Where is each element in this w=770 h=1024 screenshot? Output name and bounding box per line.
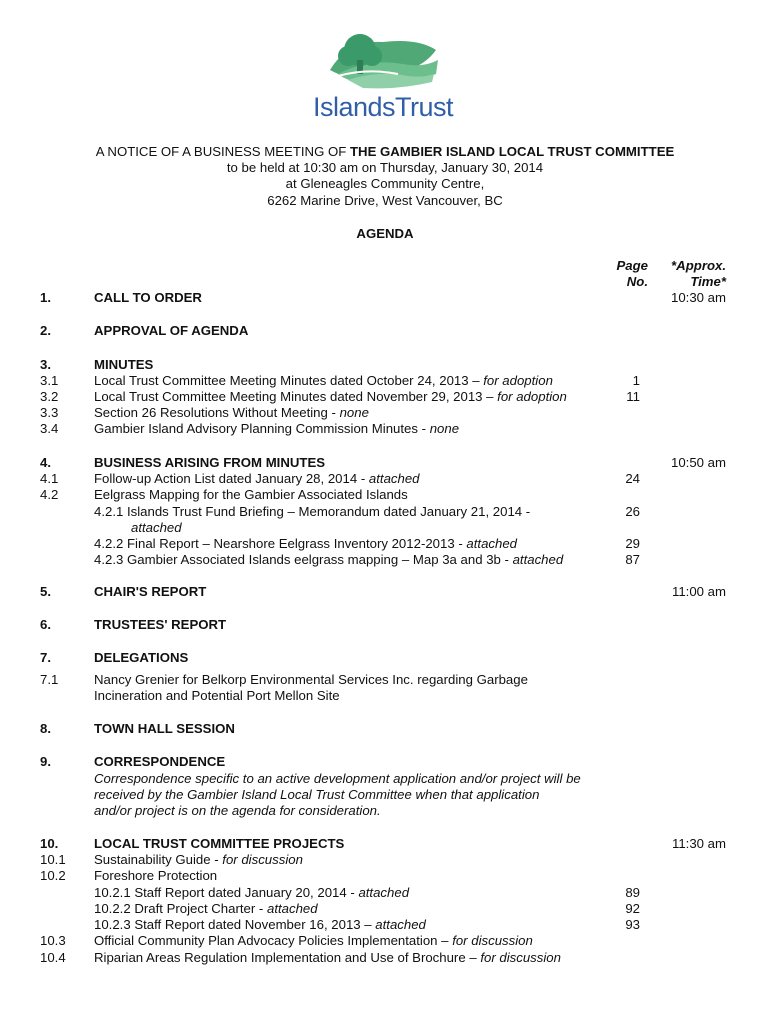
agenda-item-row — [0, 584, 770, 601]
item-page-number: 24 — [625, 471, 640, 486]
item-title: Sustainability Guide - — [94, 852, 219, 867]
agenda-item-row — [0, 917, 770, 934]
item-title: Nancy Grenier for Belkorp Environmental Services Inc. regarding Garbage — [94, 672, 528, 687]
item-number: 3.4 — [40, 421, 59, 436]
item-title: Local Trust Committee Meeting Minutes dated October 24, 2013 – — [94, 373, 480, 388]
item-title: TOWN HALL SESSION — [94, 721, 235, 736]
item-note: attached — [375, 917, 426, 932]
item-text — [94, 389, 567, 406]
item-title: Official Community Plan Advocacy Policies Implementation – — [94, 933, 449, 948]
item-text — [94, 885, 409, 902]
item-page-number: 1 — [632, 373, 640, 388]
item-number: 9. — [40, 754, 51, 769]
tree-island-icon — [308, 30, 458, 92]
item-page-number: 26 — [625, 504, 640, 519]
item-title: TRUSTEES' REPORT — [94, 617, 227, 632]
item-approx-time: 11:00 am — [671, 584, 726, 599]
item-note: for discussion — [452, 933, 533, 948]
item-text — [94, 754, 225, 771]
page-header-line2: No. — [626, 274, 648, 289]
item-page-number: 87 — [625, 552, 640, 567]
agenda-item-row — [0, 901, 770, 918]
agenda-item-row — [0, 787, 770, 804]
agenda-item-row — [0, 950, 770, 967]
item-page-number: 92 — [625, 901, 640, 916]
item-text — [94, 504, 530, 521]
agenda-item-row — [0, 885, 770, 902]
item-title: CHAIR'S REPORT — [94, 584, 207, 599]
item-number: 2. — [40, 323, 51, 338]
item-title: Incineration and Potential Port Mellon Site — [94, 688, 340, 703]
item-text — [94, 803, 381, 820]
item-page-number: 29 — [625, 536, 640, 551]
notice-line-1 — [0, 144, 770, 161]
islands-trust-logo — [308, 30, 458, 125]
item-title: Local Trust Committee Meeting Minutes dated November 29, 2013 – — [94, 389, 494, 404]
agenda-item-row — [0, 617, 770, 634]
agenda-item-row — [0, 754, 770, 771]
item-title: 10.2.2 Draft Project Charter - — [94, 901, 264, 916]
item-number: 3.1 — [40, 373, 59, 388]
item-note: for discussion — [480, 950, 561, 965]
logo-wordmark: IslandsTrust — [312, 92, 454, 122]
item-note: attached — [131, 520, 182, 535]
item-note: attached — [512, 552, 564, 567]
item-number: 3.3 — [40, 405, 59, 420]
item-text — [94, 650, 188, 667]
item-text — [94, 901, 318, 918]
item-text — [94, 290, 202, 307]
item-text — [94, 787, 539, 804]
item-note: attached — [266, 901, 318, 916]
item-title: DELEGATIONS — [94, 650, 189, 665]
agenda-item-row — [0, 771, 770, 788]
item-number: 10.2 — [40, 868, 66, 883]
agenda-item-row — [0, 536, 770, 553]
time-header-line2: Time* — [690, 274, 726, 289]
item-title: BUSINESS ARISING FROM MINUTES — [94, 455, 326, 470]
item-text — [94, 917, 426, 934]
item-number: 7. — [40, 650, 51, 665]
item-note: attached — [368, 471, 420, 486]
item-title: MINUTES — [94, 357, 154, 372]
item-title: 4.2.1 Islands Trust Fund Briefing – Memorandum dated January 21, 2014 - — [94, 504, 531, 519]
item-note: none — [339, 405, 369, 420]
agenda-item-row — [0, 323, 770, 340]
agenda-item-row — [0, 933, 770, 950]
item-note: for adoption — [483, 373, 553, 388]
item-number: 10.3 — [40, 933, 66, 948]
item-text — [94, 771, 581, 788]
item-title: 10.2.3 Staff Report dated November 16, 2013 – — [94, 917, 372, 932]
time-header-line1: *Approx. — [671, 258, 726, 273]
item-number: 5. — [40, 584, 51, 599]
item-text — [94, 421, 459, 438]
item-note: for adoption — [497, 389, 567, 404]
item-number: 1. — [40, 290, 51, 305]
item-number: 7.1 — [40, 672, 59, 687]
item-page-number: 93 — [625, 917, 640, 932]
agenda-item-row — [0, 389, 770, 406]
item-approx-time: 10:50 am — [671, 455, 726, 470]
notice-line-2: to be held at 10:30 am on Thursday, January 30, 2014 — [226, 160, 544, 175]
item-approx-time: 10:30 am — [671, 290, 726, 305]
item-title: 4.2.2 Final Report – Nearshore Eelgrass Inventory 2012-2013 - — [94, 536, 463, 551]
agenda-item-row — [0, 357, 770, 374]
item-number: 3. — [40, 357, 51, 372]
committee-name: THE GAMBIER ISLAND LOCAL TRUST COMMITTEE — [349, 144, 675, 159]
agenda-item-row — [0, 688, 770, 705]
item-page-number: 11 — [626, 389, 640, 404]
item-title: APPROVAL OF AGENDA — [94, 323, 249, 338]
item-text — [94, 357, 153, 374]
item-title: 4.2.3 Gambier Associated Islands eelgrass mapping – Map 3a and 3b - — [94, 552, 509, 567]
item-page-number: 89 — [625, 885, 640, 900]
agenda-item-row — [0, 471, 770, 488]
notice-prefix: A NOTICE OF A BUSINESS MEETING OF — [95, 144, 350, 159]
item-title: CORRESPONDENCE — [94, 754, 226, 769]
agenda-item-row — [0, 520, 770, 537]
item-text — [94, 852, 303, 869]
item-text — [94, 487, 408, 504]
item-text — [94, 455, 325, 472]
approx-time-header — [640, 258, 726, 290]
agenda-item-row — [0, 373, 770, 390]
item-note: for discussion — [222, 852, 303, 867]
agenda-item-row — [0, 421, 770, 438]
item-note: and/or project is on the agenda for consideration. — [94, 803, 381, 818]
item-text — [94, 868, 217, 885]
item-approx-time: 11:30 am — [671, 836, 726, 851]
item-title: Gambier Island Advisory Planning Commission Minutes - — [94, 421, 427, 436]
agenda-item-row — [0, 852, 770, 869]
item-number: 10. — [40, 836, 59, 851]
agenda-item-row — [0, 721, 770, 738]
item-note: attached — [466, 536, 517, 551]
item-note: received by the Gambier Island Local Trust Committee when that application — [94, 787, 540, 802]
agenda-item-row — [0, 650, 770, 667]
item-text — [94, 471, 420, 488]
item-title: LOCAL TRUST COMMITTEE PROJECTS — [94, 836, 345, 851]
item-number: 4. — [40, 455, 51, 470]
item-text — [94, 672, 528, 689]
item-number: 4.2 — [40, 487, 59, 502]
item-number: 3.2 — [40, 389, 59, 404]
agenda-item-row — [0, 868, 770, 885]
item-text — [94, 836, 344, 853]
item-text — [94, 536, 517, 553]
item-number: 4.1 — [40, 471, 59, 486]
item-text — [94, 950, 561, 967]
item-title: Foreshore Protection — [94, 868, 218, 883]
agenda-item-row — [0, 290, 770, 307]
item-note: attached — [358, 885, 410, 900]
item-text — [131, 520, 182, 537]
item-title: CALL TO ORDER — [94, 290, 202, 305]
item-title: Section 26 Resolutions Without Meeting - — [94, 405, 336, 420]
item-number: 6. — [40, 617, 51, 632]
page-header-line1: Page — [616, 258, 648, 273]
item-text — [94, 584, 206, 601]
agenda-item-row — [0, 405, 770, 422]
agenda-item-row — [0, 803, 770, 820]
notice-line-3: at Gleneagles Community Centre, — [285, 176, 485, 191]
item-title: 10.2.1 Staff Report dated January 20, 2014 - — [94, 885, 355, 900]
agenda-title: AGENDA — [356, 226, 414, 241]
agenda-item-row — [0, 672, 770, 689]
item-number: 8. — [40, 721, 51, 736]
item-text — [94, 373, 553, 390]
agenda-item-row — [0, 504, 770, 521]
item-title: Follow-up Action List dated January 28, 2014 - — [94, 471, 366, 486]
agenda-item-row — [0, 552, 770, 569]
item-note: Correspondence specific to an active development application and/or project will be — [94, 771, 581, 786]
item-text — [94, 617, 226, 634]
item-text — [94, 933, 533, 950]
item-text — [94, 688, 340, 705]
item-number: 10.1 — [40, 852, 66, 867]
agenda-item-row — [0, 836, 770, 853]
item-text — [94, 405, 369, 422]
item-text — [94, 721, 235, 738]
notice-line-4: 6262 Marine Drive, West Vancouver, BC — [267, 193, 503, 208]
item-note: none — [429, 421, 460, 436]
item-text — [94, 552, 563, 569]
agenda-item-row — [0, 487, 770, 504]
item-title: Riparian Areas Regulation Implementation and Use of Brochure – — [94, 950, 477, 965]
item-title: Eelgrass Mapping for the Gambier Associated Islands — [94, 487, 408, 502]
item-number: 10.4 — [40, 950, 66, 965]
agenda-item-row — [0, 455, 770, 472]
item-text — [94, 323, 248, 340]
